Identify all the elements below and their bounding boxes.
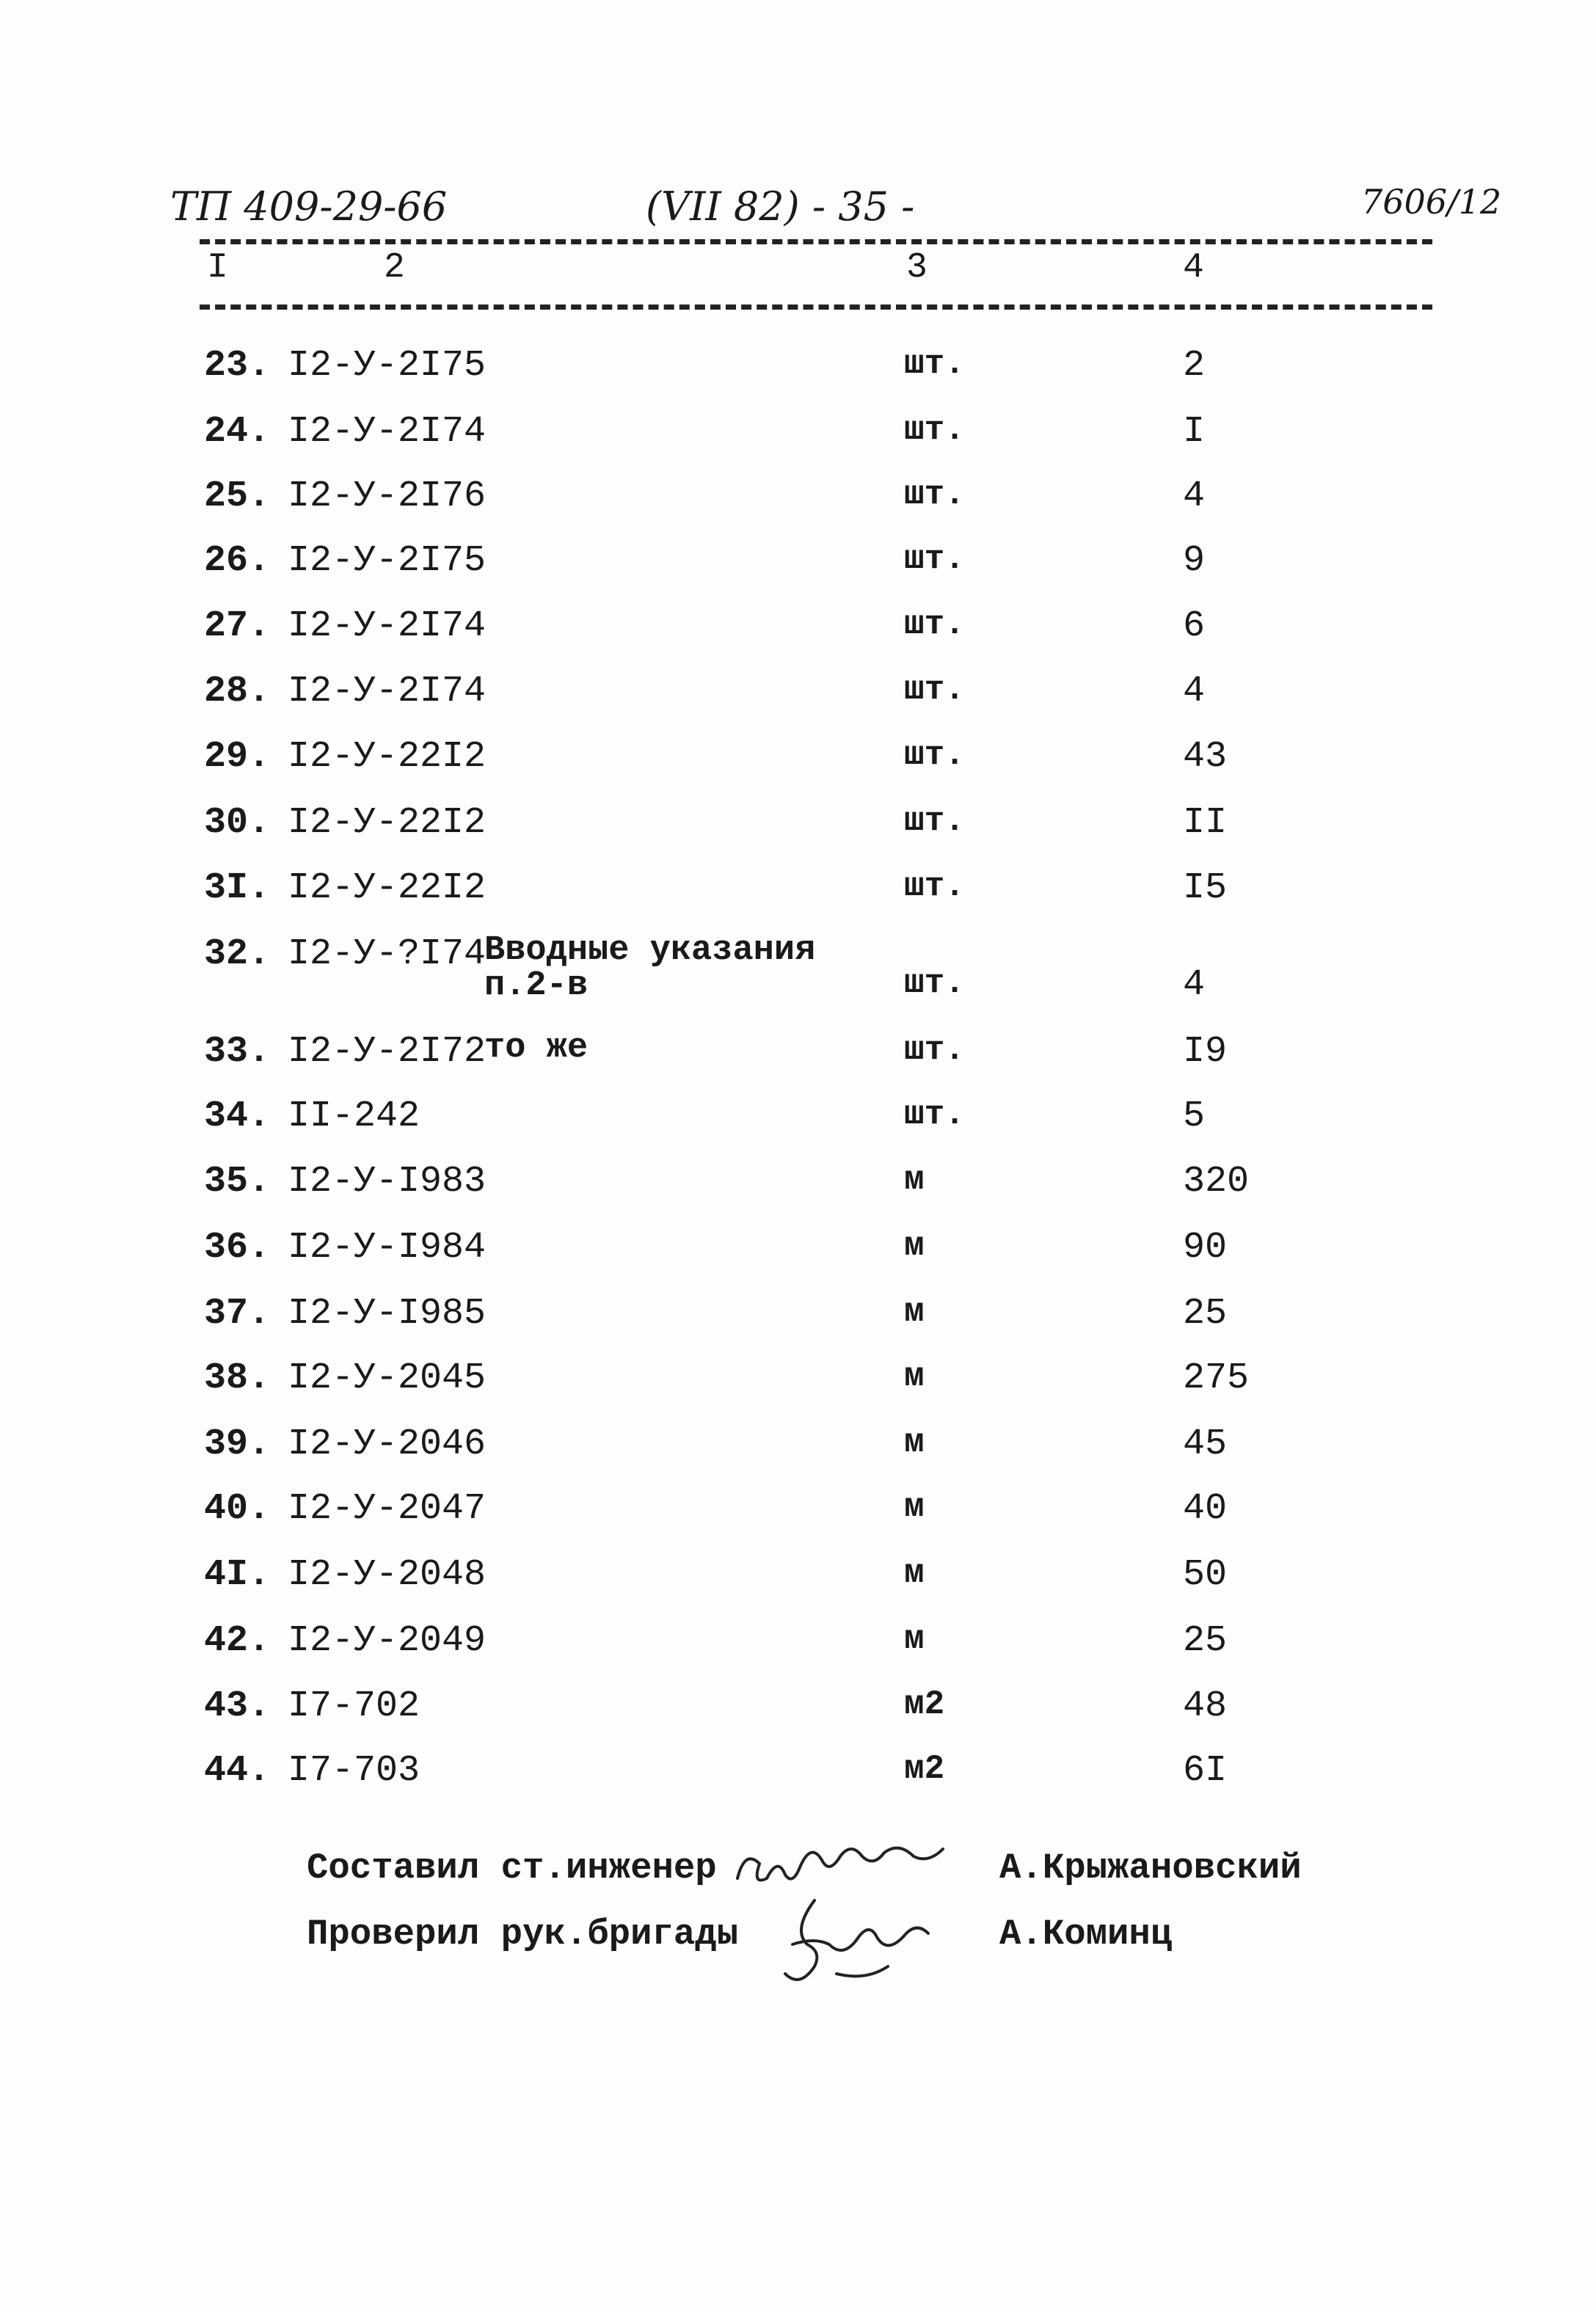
row-unit: шт.: [904, 605, 965, 643]
row-code: I2-У-2I74: [288, 605, 487, 647]
row-unit: шт.: [904, 411, 965, 449]
row-code: I2-У-2046: [288, 1423, 487, 1465]
table-row: [0, 475, 1596, 534]
checker-signature: [770, 1893, 991, 1996]
row-code: I2-У-?I74: [288, 933, 487, 975]
row-number: 4I.: [204, 1554, 271, 1596]
table-row: [0, 931, 1596, 1006]
row-quantity: 50: [1183, 1554, 1228, 1596]
table-row: [0, 1227, 1596, 1286]
column-header-1: I: [207, 248, 228, 288]
row-code: I7-703: [288, 1750, 420, 1792]
table-row: [0, 411, 1596, 470]
table-row: [0, 1095, 1596, 1154]
table-row: [0, 1161, 1596, 1219]
row-unit: шт.: [904, 475, 965, 514]
checker-name: А.Коминц: [999, 1914, 1173, 1955]
row-number: 42.: [204, 1620, 271, 1662]
row-number: 36.: [204, 1227, 271, 1269]
row-note: Вводные указания п.2-в: [484, 931, 816, 1005]
row-quantity: I9: [1183, 1031, 1228, 1073]
row-unit: шт.: [904, 964, 965, 1002]
row-quantity: 4: [1183, 671, 1206, 712]
table-row: [0, 1685, 1596, 1744]
row-code: I2-У-I983: [288, 1161, 487, 1203]
table-row: [0, 1554, 1596, 1613]
row-number: 26.: [204, 540, 271, 582]
row-unit: шт.: [904, 736, 965, 774]
row-unit: шт.: [904, 671, 965, 709]
row-quantity: 9: [1183, 540, 1206, 582]
table-row: [0, 1620, 1596, 1679]
row-code: I2-У-2048: [288, 1554, 487, 1596]
row-number: 28.: [204, 671, 271, 712]
row-unit: м: [904, 1161, 925, 1199]
table-row: [0, 736, 1596, 795]
row-number: 29.: [204, 736, 271, 778]
row-quantity: I: [1183, 411, 1206, 453]
row-quantity: 2: [1183, 345, 1206, 387]
row-note: то же: [484, 1029, 589, 1068]
row-unit: м2: [904, 1685, 945, 1724]
row-unit: м: [904, 1423, 925, 1462]
row-number: 44.: [204, 1750, 271, 1792]
sheet-code: (VII 82) - 35 -: [646, 183, 915, 230]
row-unit: м: [904, 1488, 925, 1526]
row-quantity: 5: [1183, 1095, 1206, 1137]
row-unit: м: [904, 1554, 925, 1592]
row-code: II-242: [288, 1095, 420, 1137]
row-number: 32.: [204, 933, 271, 975]
row-unit: м: [904, 1357, 925, 1396]
header-divider-bottom: [200, 305, 1432, 310]
row-code: I7-702: [288, 1685, 420, 1727]
row-number: 25.: [204, 475, 271, 517]
row-number: 43.: [204, 1685, 271, 1727]
row-quantity: 48: [1183, 1685, 1228, 1727]
row-number: 3I.: [204, 867, 271, 909]
row-number: 27.: [204, 605, 271, 647]
compiler-name: А.Крыжановский: [999, 1848, 1302, 1889]
row-quantity: 90: [1183, 1227, 1228, 1269]
row-quantity: 275: [1183, 1357, 1250, 1399]
row-number: 30.: [204, 802, 271, 844]
row-quantity: 45: [1183, 1423, 1228, 1465]
row-number: 37.: [204, 1293, 271, 1335]
row-quantity: 4: [1183, 964, 1206, 1006]
compiler-signature: [723, 1834, 987, 1900]
row-unit: м: [904, 1620, 925, 1658]
row-unit: м: [904, 1227, 925, 1265]
table-row: [0, 1750, 1596, 1809]
inventory-number: 7606/12: [1361, 182, 1502, 222]
row-quantity: 4: [1183, 475, 1206, 517]
column-header-4: 4: [1183, 248, 1204, 288]
table-row: [0, 867, 1596, 926]
row-number: 24.: [204, 411, 271, 453]
row-unit: шт.: [904, 540, 965, 578]
row-unit: м: [904, 1293, 925, 1331]
header-divider-top: [200, 239, 1432, 244]
row-number: 35.: [204, 1161, 271, 1203]
row-code: I2-У-22I2: [288, 802, 487, 844]
table-row: [0, 1357, 1596, 1416]
row-unit: шт.: [904, 1031, 965, 1069]
row-number: 23.: [204, 345, 271, 387]
row-number: 33.: [204, 1031, 271, 1073]
row-code: I2-У-I984: [288, 1227, 487, 1269]
table-row: [0, 1423, 1596, 1482]
row-number: 39.: [204, 1423, 271, 1465]
row-code: I2-У-2I75: [288, 345, 487, 387]
row-code: I2-У-2049: [288, 1620, 487, 1662]
checked-by-label: Проверил рук.бригады: [307, 1914, 739, 1955]
row-unit: шт.: [904, 1095, 965, 1134]
row-code: I2-У-2I74: [288, 671, 487, 712]
row-quantity: 320: [1183, 1161, 1250, 1203]
row-quantity: 6I: [1183, 1750, 1228, 1792]
table-row: [0, 671, 1596, 729]
row-unit: шт.: [904, 867, 965, 905]
table-row: [0, 605, 1596, 664]
row-code: I2-У-2I76: [288, 475, 487, 517]
column-header-3: 3: [906, 248, 928, 288]
compiled-by-label: Составил ст.инженер: [307, 1848, 717, 1889]
row-quantity: 43: [1183, 736, 1228, 778]
row-number: 38.: [204, 1357, 271, 1399]
table-row: [0, 540, 1596, 599]
row-code: I2-У-2I75: [288, 540, 487, 582]
row-number: 40.: [204, 1488, 271, 1530]
row-quantity: II: [1183, 802, 1228, 844]
table-row: [0, 1488, 1596, 1547]
row-code: I2-У-I985: [288, 1293, 487, 1335]
row-quantity: 25: [1183, 1620, 1228, 1662]
row-code: I2-У-2045: [288, 1357, 487, 1399]
row-quantity: 40: [1183, 1488, 1228, 1530]
table-row: [0, 345, 1596, 404]
table-row: [0, 1031, 1596, 1090]
row-unit: м2: [904, 1750, 945, 1788]
table-row: [0, 1293, 1596, 1352]
document-code: ТП 409-29-66: [170, 183, 448, 230]
row-code: I2-У-2I72: [288, 1031, 487, 1073]
row-quantity: I5: [1183, 867, 1228, 909]
row-quantity: 25: [1183, 1293, 1228, 1335]
row-number: 34.: [204, 1095, 271, 1137]
row-quantity: 6: [1183, 605, 1206, 647]
column-header-2: 2: [384, 248, 405, 288]
row-code: I2-У-2047: [288, 1488, 487, 1530]
row-code: I2-У-2I74: [288, 411, 487, 453]
row-code: I2-У-22I2: [288, 736, 487, 778]
row-unit: шт.: [904, 802, 965, 840]
row-code: I2-У-22I2: [288, 867, 487, 909]
row-unit: шт.: [904, 345, 965, 383]
table-row: [0, 802, 1596, 861]
